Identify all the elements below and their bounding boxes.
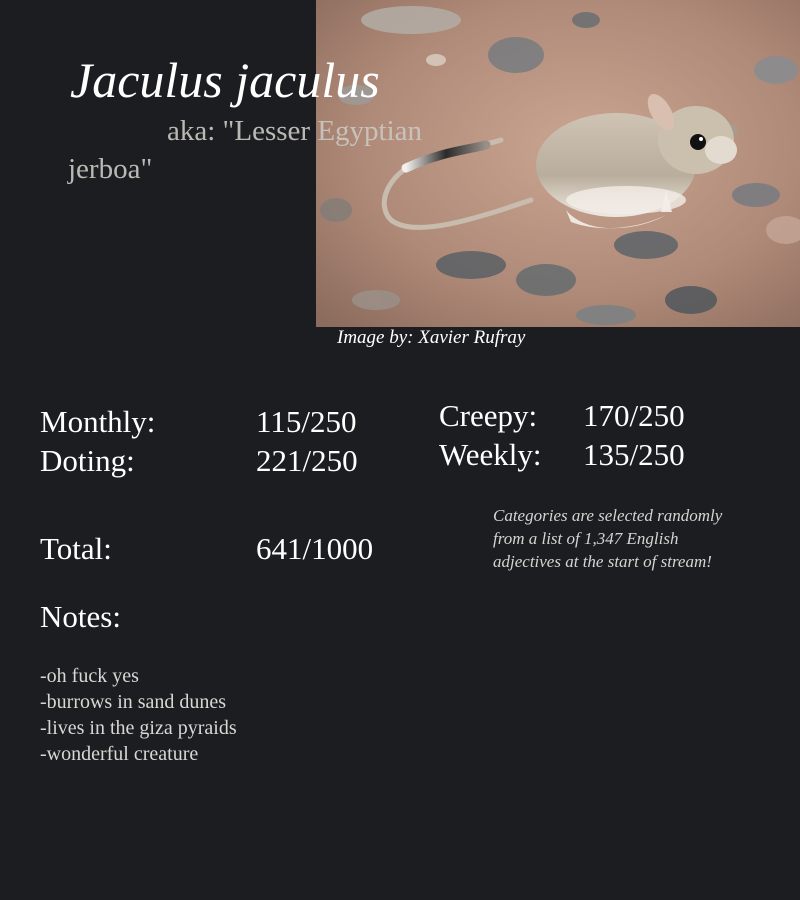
stat-value-creepy: 170/250 (583, 398, 685, 433)
note-item: -burrows in sand dunes (40, 691, 227, 713)
photo-credit: Image by: Xavier Rufray (337, 327, 526, 348)
stat-label-total: Total: (40, 531, 112, 566)
stat-label-creepy: Creepy: (439, 398, 538, 433)
stat-value-weekly: 135/250 (583, 437, 685, 472)
stat-value-total: 641/1000 (256, 531, 374, 566)
species-title: Jaculus jaculus (70, 52, 380, 108)
categories-footnote: Categories are selected randomly from a list of 1,347 English adjectives at the start of stream! (493, 506, 723, 571)
stat-label-monthly: Monthly: (40, 404, 156, 439)
stat-value-doting: 221/250 (256, 443, 358, 478)
notes-heading: Notes: (40, 599, 121, 634)
note-item: -oh fuck yes (40, 665, 139, 687)
stat-value-monthly: 115/250 (256, 404, 357, 439)
note-item: -wonderful creature (40, 743, 199, 765)
common-name: aka: "Lesser Egyptian jerboa" (68, 115, 423, 185)
stat-label-weekly: Weekly: (439, 437, 542, 472)
stat-label-doting: Doting: (40, 443, 135, 478)
note-item: -lives in the giza pyraids (40, 717, 237, 739)
notes-list (40, 663, 237, 767)
